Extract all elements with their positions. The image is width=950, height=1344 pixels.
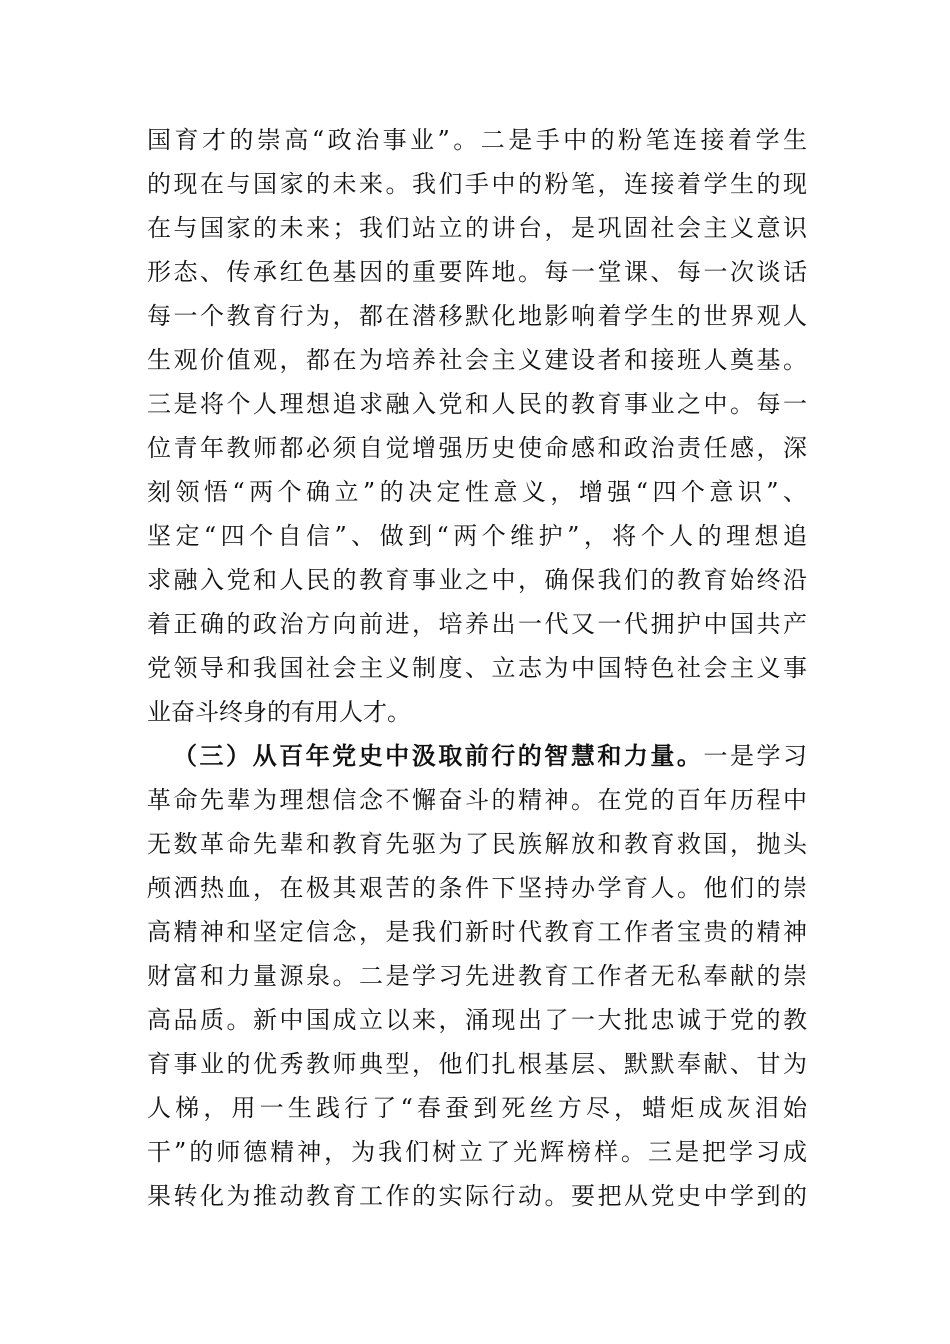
text-line: 形态、传承红色基因的重要阵地。每一堂课、每一次谈话	[147, 258, 807, 286]
text-line: 三是将个人理想追求融入党和人民的教育事业之中。每一	[147, 390, 807, 418]
text-line: 业奋斗终身的有用人才。	[147, 698, 411, 726]
section-3-heading: （三）从百年党史中汲取前行的智慧和力量。	[173, 742, 704, 770]
text-line: 高精神和坚定信念，是我们新时代教育工作者宝贵的精神	[147, 918, 807, 946]
text-line: 人梯，用一生践行了“春蚕到死丝方尽，蜡炬成灰泪始	[147, 1094, 807, 1122]
text-line: 高品质。新中国成立以来，涌现出了一大批忠诚于党的教	[147, 1006, 807, 1034]
text-line: 着正确的政治方向前进，培养出一代又一代拥护中国共产	[147, 610, 807, 638]
text-line: 坚定“四个自信”、做到“两个维护”，将个人的理想追	[147, 522, 807, 550]
text-line: 党领导和我国社会主义制度、立志为中国特色社会主义事	[147, 654, 807, 682]
text-line: 生观价值观，都在为培养社会主义建设者和接班人奠基。	[147, 346, 807, 374]
text-line: 刻领悟“两个确立”的决定性意义，增强“四个意识”、	[147, 478, 807, 506]
text-line: 无数革命先辈和教育先驱为了民族解放和教育救国，抛头	[147, 830, 807, 858]
text-line: 每一个教育行为，都在潜移默化地影响着学生的世界观人	[147, 302, 807, 330]
text-line: 的现在与国家的未来。我们手中的粉笔，连接着学生的现	[147, 170, 807, 198]
section-3-first-line	[147, 734, 807, 778]
text-line: 财富和力量源泉。二是学习先进教育工作者无私奉献的崇	[147, 962, 807, 990]
text-line: 求融入党和人民的教育事业之中，确保我们的教育始终沿	[147, 566, 807, 594]
text-line: 在与国家的未来；我们站立的讲台，是巩固社会主义意识	[147, 214, 807, 242]
text-line: 育事业的优秀教师典型，他们扎根基层、默默奉献、甘为	[147, 1050, 807, 1078]
text-line: 国育才的崇高“政治事业”。二是手中的粉笔连接着学生	[147, 126, 807, 154]
section-3-first-line-rest: 一是学习	[703, 742, 808, 770]
text-line: 颅洒热血，在极其艰苦的条件下坚持办学育人。他们的崇	[147, 874, 807, 902]
body-text	[147, 118, 807, 1218]
text-line: 干”的师德精神，为我们树立了光辉榜样。三是把学习成	[147, 1138, 807, 1166]
text-line: 革命先辈为理想信念不懈奋斗的精神。在党的百年历程中	[147, 786, 807, 814]
text-line: 果转化为推动教育工作的实际行动。要把从党史中学到的	[147, 1182, 807, 1210]
text-line: 位青年教师都必须自觉增强历史使命感和政治责任感，深	[147, 434, 807, 462]
